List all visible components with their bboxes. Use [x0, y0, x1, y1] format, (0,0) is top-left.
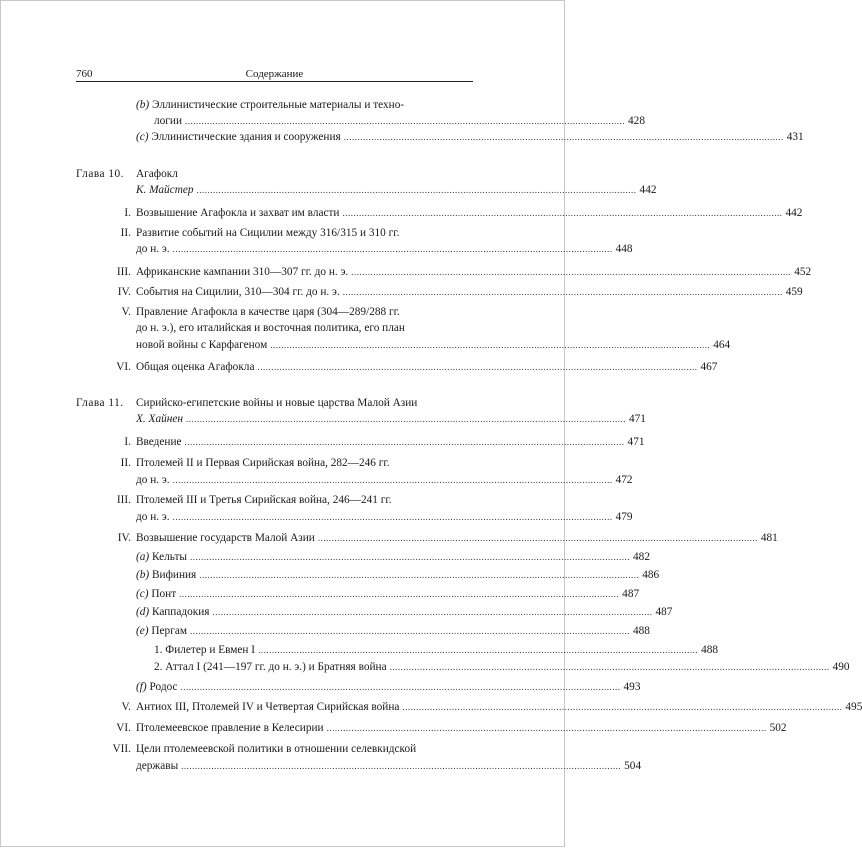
- toc-entry-text: Антиох III, Птолемей IV и Четвертая Сирийская война: [136, 701, 400, 713]
- dot-leader: ................................................................................................................................................................: [351, 267, 792, 277]
- toc-entry-text: логии: [154, 115, 183, 127]
- toc-entry-line: [136, 680, 641, 694]
- toc-page-number: 490: [832, 661, 850, 673]
- toc-page-number: 442: [639, 184, 657, 196]
- section-number: V.: [121, 701, 131, 713]
- toc-entry-text: Возвышение Агафокла и захват им власти: [136, 207, 340, 219]
- toc-entry-text: Правление Агафокла в качестве царя (304—289/288 гг.: [136, 306, 400, 318]
- toc-page-number: 452: [794, 266, 812, 278]
- toc-entry-line: [136, 587, 640, 601]
- subsection-mark: (c): [136, 588, 149, 600]
- toc-entry-text: Эллинистические строительные материалы и техно-: [152, 99, 405, 111]
- toc-page-number: 481: [760, 532, 778, 544]
- toc-entry-line: [136, 360, 718, 374]
- toc-entry-text: Общая оценка Агафокла: [136, 361, 255, 373]
- toc-entry-text: Птолемей III и Третья Сирийская война, 246—241 гг.: [136, 494, 392, 506]
- section-number: III.: [116, 494, 131, 506]
- toc-entry-line: [136, 130, 804, 144]
- toc-entry-text: Эллинистические здания и сооружения: [151, 131, 341, 143]
- toc-entry-text: Введение: [136, 436, 182, 448]
- toc-entry-text: до н. э.: [136, 474, 170, 486]
- dot-leader: ................................................................................................................................................................: [257, 362, 698, 372]
- toc-entry-line: [136, 568, 660, 582]
- section-number: I.: [124, 207, 131, 219]
- toc-page-number: 472: [615, 474, 633, 486]
- toc-page-number: 431: [786, 131, 804, 143]
- chapter-author: Х. Хайнен: [136, 413, 183, 425]
- section-number: II.: [120, 457, 131, 469]
- toc-entry-line: [136, 435, 645, 449]
- section-number: I.: [124, 436, 131, 448]
- dot-leader: ................................................................................................................................................................: [172, 512, 613, 522]
- toc-entry-line: [136, 285, 803, 299]
- section-number: IV.: [117, 532, 131, 544]
- toc-entry-text: 1. Филетер и Евмен I: [154, 644, 256, 656]
- toc-entry-text: до н. э.: [136, 243, 170, 255]
- toc-page-number: 459: [785, 286, 803, 298]
- toc-page-number: 488: [633, 625, 650, 637]
- toc-entry-text: Птолемей II и Первая Сирийская война, 282—246 гг.: [136, 457, 390, 469]
- toc-page-number: 482: [633, 551, 650, 563]
- subsection-mark: (a): [136, 551, 150, 563]
- dot-leader: ................................................................................................................................................................: [270, 340, 711, 350]
- chapter-title: Сирийско-египетские войны и новые царства Малой Азии: [136, 397, 418, 409]
- toc-page-number: 448: [615, 243, 633, 255]
- toc-page-number: 504: [624, 760, 642, 772]
- dot-leader: ................................................................................................................................................................: [199, 570, 640, 580]
- chapter-label: Глава 10.: [76, 168, 124, 180]
- dot-leader: ................................................................................................................................................................: [317, 533, 758, 543]
- toc-entry-line: [136, 98, 404, 112]
- toc-page-number: 502: [769, 722, 787, 734]
- toc-entry-text: новой войны с Карфагеном: [136, 339, 268, 351]
- dot-leader: ................................................................................................................................................................: [179, 589, 620, 599]
- toc-page-number: 442: [785, 207, 803, 219]
- toc-entry-text: 2. Аттал I (241—197 гг. до н. э.) и Братняя война: [154, 661, 387, 673]
- running-title: Содержание: [245, 68, 304, 80]
- dot-leader: ................................................................................................................................................................: [172, 475, 613, 485]
- subsection-mark: (f): [136, 681, 147, 693]
- dot-leader: ................................................................................................................................................................: [190, 626, 630, 636]
- section-number: VII.: [112, 743, 131, 755]
- toc-entry-line: [136, 531, 778, 545]
- dot-leader: ................................................................................................................................................................: [172, 244, 613, 254]
- section-number: III.: [116, 266, 131, 278]
- toc-entry-line: [136, 338, 731, 352]
- subsection-mark: (d): [136, 606, 150, 618]
- toc-page-number: 493: [623, 681, 641, 693]
- dot-leader: ................................................................................................................................................................: [343, 132, 784, 142]
- dot-leader: ................................................................................................................................................................: [326, 723, 767, 733]
- dot-leader: ................................................................................................................................................................: [258, 645, 699, 655]
- toc-entry-text: державы: [136, 760, 179, 772]
- toc-page-number: 479: [615, 511, 633, 523]
- toc-page-number: 471: [627, 436, 645, 448]
- toc-entry-text: Родос: [149, 681, 178, 693]
- section-number: VI.: [116, 722, 131, 734]
- toc-entry-line: [136, 473, 633, 487]
- toc-entry-text: Кельты: [152, 551, 188, 563]
- toc-entry-text: до н. э.: [136, 511, 170, 523]
- section-number: II.: [120, 227, 131, 239]
- toc-entry-text: Развитие событий на Сицилии между 316/315 и 310 гг.: [136, 227, 400, 239]
- dot-leader: ................................................................................................................................................................: [389, 662, 830, 672]
- toc-entry-line: [136, 605, 673, 619]
- chapter-author: К. Майстер: [136, 184, 194, 196]
- dot-leader: ................................................................................................................................................................: [181, 761, 622, 771]
- page-number: 760: [76, 68, 93, 80]
- running-header: [76, 67, 473, 82]
- dot-leader: ................................................................................................................................................................: [402, 702, 843, 712]
- toc-page-number: 428: [628, 115, 645, 127]
- subsection-mark: (b): [136, 99, 150, 111]
- dot-leader: ................................................................................................................................................................: [342, 287, 783, 297]
- dot-leader: ................................................................................................................................................................: [184, 437, 625, 447]
- dot-leader: ................................................................................................................................................................: [196, 185, 637, 195]
- subsection-mark: (b): [136, 569, 150, 581]
- toc-page-number: 495: [845, 701, 862, 713]
- toc-page-number: 486: [642, 569, 660, 581]
- dot-leader: ................................................................................................................................................................: [212, 607, 653, 617]
- toc-entry-line: [154, 114, 645, 128]
- toc-entry-line: [136, 721, 787, 735]
- dot-leader: ................................................................................................................................................................: [342, 208, 783, 218]
- toc-entry-text: Возвышение государств Малой Азии: [136, 532, 315, 544]
- toc-entry-line: [136, 759, 642, 773]
- toc-entry-line: [136, 242, 633, 256]
- toc-page-number: 488: [701, 644, 719, 656]
- section-number: IV.: [117, 286, 131, 298]
- chapter-label: Глава 11.: [76, 397, 124, 409]
- toc-entry-text: Пергам: [151, 625, 187, 637]
- toc-entry-line: [136, 700, 862, 714]
- toc-entry-line: [154, 643, 719, 657]
- section-number: VI.: [116, 361, 131, 373]
- toc-page-number: 471: [628, 413, 646, 425]
- toc-entry-line: [136, 206, 803, 220]
- dot-leader: ................................................................................................................................................................: [185, 116, 626, 126]
- toc-page-number: 487: [655, 606, 673, 618]
- toc-entry-line: [154, 660, 850, 674]
- toc-entry-text: Птолемеевское правление в Келесирии: [136, 722, 324, 734]
- dot-leader: ................................................................................................................................................................: [180, 682, 621, 692]
- toc-page-number: 487: [622, 588, 640, 600]
- toc-entry-line: [136, 265, 812, 279]
- section-number: V.: [121, 306, 131, 318]
- toc-entry-text: Каппадокия: [152, 606, 210, 618]
- subsection-mark: (c): [136, 131, 149, 143]
- toc-entry-line: [136, 510, 633, 524]
- toc-entry-line: [136, 624, 650, 638]
- toc-entry-text: Африканские кампании 310—307 гг. до н. э.: [136, 266, 349, 278]
- toc-entry-text: События на Сицилии, 310—304 гг. до н. э.: [136, 286, 340, 298]
- dot-leader: ................................................................................................................................................................: [185, 414, 626, 424]
- toc-entry-text: Цели птолемеевской политики в отношении селевкидской: [136, 743, 417, 755]
- subsection-mark: (e): [136, 625, 149, 637]
- dot-leader: ................................................................................................................................................................: [190, 552, 631, 562]
- toc-page-number: 464: [713, 339, 731, 351]
- toc-page-number: 467: [700, 361, 718, 373]
- toc-entry-text: Понт: [151, 588, 177, 600]
- toc-entry-line: [136, 183, 657, 197]
- chapter-title: Агафокл: [136, 168, 178, 180]
- toc-entry-line: [136, 550, 650, 564]
- toc-entry-text: Вифиния: [152, 569, 197, 581]
- toc-entry-text: до н. э.), его италийская и восточная политика, его план: [136, 322, 405, 334]
- toc-entry-line: [136, 412, 646, 426]
